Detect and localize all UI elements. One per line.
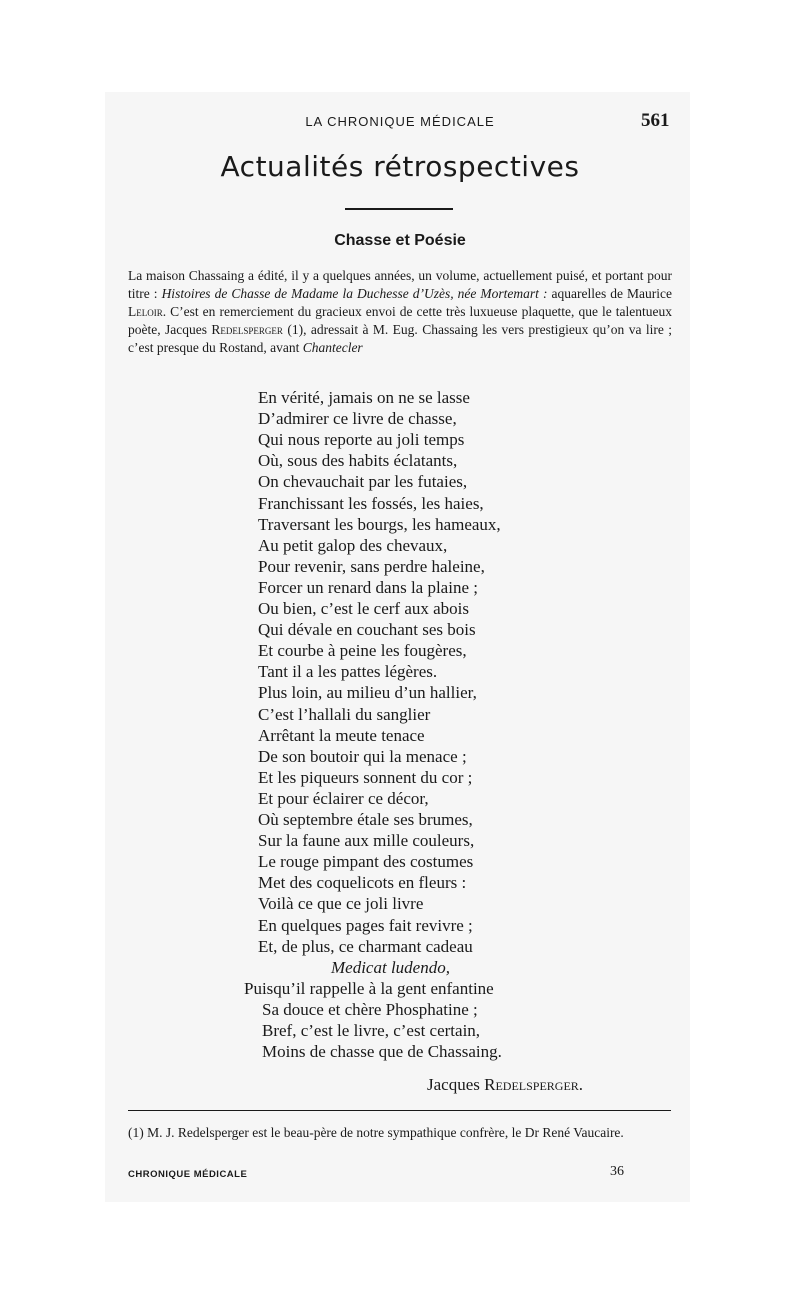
- intro-text-4: (1), adressait à M. Eug. Chassaing les vers prestigieux qu’on va lire ; c’est presque du Rostand, avant: [128, 322, 672, 355]
- poem-line: Où septembre étale ses brumes,: [258, 810, 473, 829]
- artist-name: Leloir: [128, 304, 163, 319]
- poem-line: D’admirer ce livre de chasse,: [258, 409, 457, 428]
- footnote-divider: [128, 1110, 671, 1111]
- poem-line: Qui nous reporte au joli temps: [258, 430, 465, 449]
- poem-line: Moins de chasse que de Chassaing.: [262, 1042, 502, 1061]
- poem-line: Et courbe à peine les fougères,: [258, 641, 467, 660]
- poem-line: Plus loin, au milieu d’un hallier,: [258, 683, 477, 702]
- poem-line: Traversant les bourgs, les hameaux,: [258, 515, 501, 534]
- poem-line: Ou bien, c’est le cerf aux abois: [258, 599, 469, 618]
- poem-line: De son boutoir qui la menace ;: [258, 747, 467, 766]
- poem-line: On chevauchait par les futaies,: [258, 472, 468, 491]
- poem-line: Au petit galop des chevaux,: [258, 536, 448, 555]
- poet-name: Redelsperger: [211, 322, 283, 337]
- poem-line: Le rouge pimpant des costumes: [258, 852, 474, 871]
- poem-line-italic: Medicat ludendo,: [331, 958, 450, 977]
- poem-line: C’est l’hallali du sanglier: [258, 705, 431, 724]
- title-divider: [345, 208, 453, 210]
- footer-publication: CHRONIQUE MÉDICALE: [128, 1169, 248, 1180]
- intro-paragraph: [128, 267, 672, 357]
- poem-line: Forcer un renard dans la plaine ;: [258, 578, 478, 597]
- poem-line: Pour revenir, sans perdre haleine,: [258, 557, 485, 576]
- page-title: Actualités rétrospectives: [220, 150, 580, 183]
- poem-line: Tant il a les pattes légères.: [258, 662, 438, 681]
- footer-signature-number: 36: [610, 1164, 624, 1179]
- poem-line: Arrêtant la meute tenace: [258, 726, 425, 745]
- intro-text-2: aquarelles de Maurice: [547, 286, 672, 301]
- section-subtitle: Chasse et Poésie: [334, 232, 466, 249]
- poem-line: En quelques pages fait revivre ;: [258, 916, 473, 935]
- signature-last: Redelsperger.: [484, 1075, 584, 1094]
- play-title: Chantecler: [302, 340, 363, 355]
- footnote: (1) M. J. Redelsperger est le beau-père de notre sympathique confrère, le Dr René Vaucaire.: [128, 1125, 624, 1140]
- running-title: LA CHRONIQUE MÉDICALE: [305, 114, 495, 129]
- intro-text-1: La maison Chassaing a édité, il y a quelques années, un volume, actuellement puisé, et portant pour titre :: [128, 268, 672, 301]
- poem-line: Et pour éclairer ce décor,: [258, 789, 429, 808]
- poem-line: Bref, c’est le livre, c’est certain,: [262, 1021, 481, 1040]
- poem-line: Franchissant les fossés, les haies,: [258, 494, 484, 513]
- poem-line: Et, de plus, ce charmant cadeau: [258, 937, 473, 956]
- running-head: [0, 112, 800, 132]
- poem-line: Voilà ce que ce joli livre: [258, 894, 424, 913]
- book-title: Histoires de Chasse de Madame la Duchesse d’Uzès, née Mortemart :: [161, 286, 548, 301]
- poem-line: Sur la faune aux mille couleurs,: [258, 831, 475, 850]
- intro-text-3: . C’est en remerciement du gracieux envoi de cette très luxueuse plaquette, que le talentueux poète, Jacques: [128, 304, 672, 337]
- page-number: 561: [641, 110, 670, 131]
- signature-first: Jacques: [427, 1075, 485, 1094]
- poem-line: Et les piqueurs sonnent du cor ;: [258, 768, 473, 787]
- poem-line: Sa douce et chère Phosphatine ;: [262, 1000, 478, 1019]
- poem-line: Où, sous des habits éclatants,: [258, 451, 458, 470]
- poem-line: Met des coquelicots en fleurs :: [258, 873, 467, 892]
- poem-line: Qui dévale en couchant ses bois: [258, 620, 476, 639]
- signature: [427, 1075, 583, 1095]
- poem-line: Puisqu’il rappelle à la gent enfantine: [244, 979, 494, 998]
- poem-line: En vérité, jamais on ne se lasse: [258, 388, 470, 407]
